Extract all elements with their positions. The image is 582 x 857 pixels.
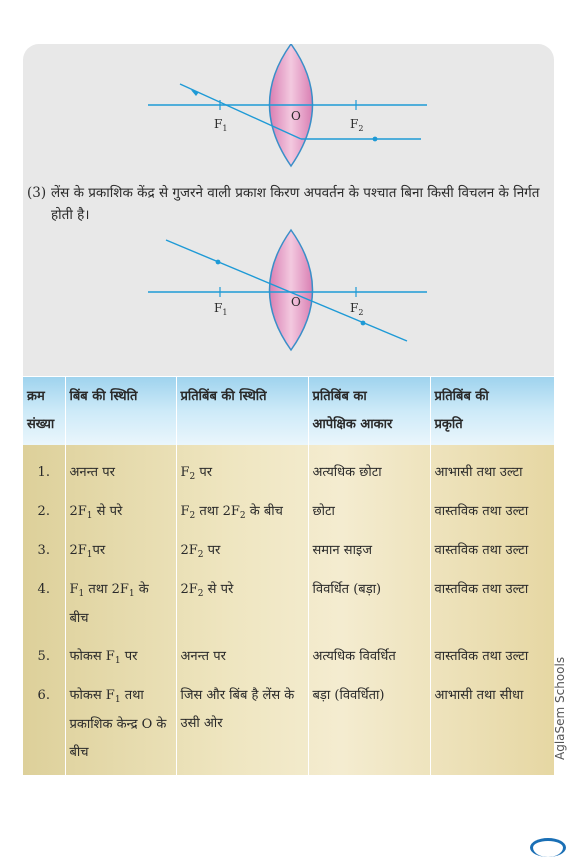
label-o: O [291, 109, 301, 123]
table-row: 1. अनन्त पर $F_2$ पर अत्यधिक छोटा आभासी तथा उल्टा [23, 445, 554, 496]
corner-arc-decoration [530, 838, 566, 857]
table-row: 4. $F_1$ तथा $2F_1$ के बीच $2F_2$ से परे विवर्धित (बड़ा) वास्तविक तथा उल्टा [23, 574, 554, 641]
table-header-row [23, 377, 554, 445]
table-row: 5. फोकस $F_1$ पर अनन्त पर अत्यधिक विवर्धित वास्तविक तथा उल्टा [23, 641, 554, 680]
table-body [23, 445, 554, 775]
table-row: 3. $2F_1पर$ $2F_2$ पर समान साइज वास्तविक तथा उल्टा [23, 535, 554, 574]
label-f1: $F_1$ [214, 117, 228, 133]
rule-number: (3) [27, 185, 47, 201]
rule-3-text [27, 182, 551, 226]
diagram-2 [148, 230, 427, 350]
label-f1: $F_1$ [214, 301, 228, 317]
label-f2: $F_2$ [350, 301, 364, 317]
header-image-position: प्रतिबिंब की स्थिति [176, 377, 308, 445]
watermark: AglaSem Schools [553, 656, 567, 760]
ray-arrow-dot [361, 321, 366, 326]
diagram-panel [23, 44, 554, 376]
ray-arrow-dot [373, 137, 378, 142]
header-serial: क्रम संख्या [23, 377, 65, 445]
table-row: 6. फोकस $F_1$ तथा प्रकाशिक केन्द्र O के बीच जिस और बिंब है लेंस के उसी ओर बड़ा (विवर्धिता) आभासी तथा सीधा [23, 680, 554, 775]
table-row: 2. $2F_1$ से परे $F_2$ तथा $2F_2$ के बीच छोटा वास्तविक तथा उल्टा [23, 496, 554, 535]
label-o: O [291, 295, 301, 309]
header-nature: प्रतिबिंब की प्रकृति [430, 377, 554, 445]
convex-lens [270, 230, 313, 350]
header-object-position: बिंब की स्थिति [65, 377, 176, 445]
header-relative-size: प्रतिबिंब का आपेक्षिक आकार [308, 377, 430, 445]
diagram-1 [148, 44, 427, 166]
image-formation-table [23, 377, 554, 775]
rule-body: लेंस के प्रकाशिक केंद्र से गुजरने वाली प्रकाश किरण अपवर्तन के पश्चात बिना किसी विचलन के निर्गत होती है। [51, 185, 540, 223]
ray-arrow-dot [216, 260, 221, 265]
label-f2: $F_2$ [350, 117, 364, 133]
